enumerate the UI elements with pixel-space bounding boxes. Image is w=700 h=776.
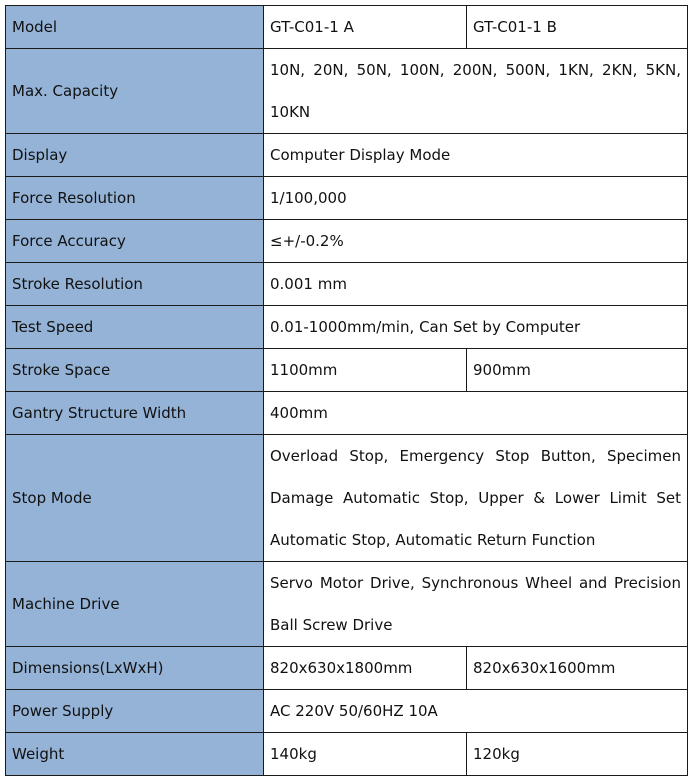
row-label-dimensions: Dimensions(LxWxH) [6,647,264,690]
row-label-test-speed: Test Speed [6,306,264,349]
dimensions-a-value: 820x630x1800mm [264,647,467,690]
row-label-machine-drive: Machine Drive [6,562,264,647]
model-a-value: GT-C01-1 A [264,6,467,49]
table-row [6,562,688,647]
row-label-stroke-resolution: Stroke Resolution [6,263,264,306]
row-label-stroke-space: Stroke Space [6,349,264,392]
power-supply-value: AC 220V 50/60HZ 10A [264,690,688,733]
table-row [6,733,688,776]
table-row [6,392,688,435]
stop-mode-value: Overload Stop, Emergency Stop Button, Specimen Damage Automatic Stop, Upper & Lower Limit Set Automatic Stop, Automatic Return Function [264,435,688,562]
gantry-width-value: 400mm [264,392,688,435]
row-label-stop-mode: Stop Mode [6,435,264,562]
table-row [6,647,688,690]
row-label-max-capacity: Max. Capacity [6,49,264,134]
model-b-value: GT-C01-1 B [467,6,688,49]
table-row [6,435,688,562]
row-label-weight: Weight [6,733,264,776]
row-label-force-resolution: Force Resolution [6,177,264,220]
table-row [6,177,688,220]
stroke-space-a-value: 1100mm [264,349,467,392]
row-label-power-supply: Power Supply [6,690,264,733]
table-row [6,134,688,177]
weight-a-value: 140kg [264,733,467,776]
stroke-resolution-value: 0.001 mm [264,263,688,306]
force-accuracy-value: ≤+/-0.2% [264,220,688,263]
row-label-display: Display [6,134,264,177]
row-label-gantry-width: Gantry Structure Width [6,392,264,435]
stroke-space-b-value: 900mm [467,349,688,392]
table-row [6,263,688,306]
table-row [6,306,688,349]
display-value: Computer Display Mode [264,134,688,177]
row-label-model: Model [6,6,264,49]
table-row [6,349,688,392]
test-speed-value: 0.01-1000mm/min, Can Set by Computer [264,306,688,349]
force-resolution-value: 1/100,000 [264,177,688,220]
row-label-force-accuracy: Force Accuracy [6,220,264,263]
table-row [6,49,688,134]
max-capacity-value: 10N, 20N, 50N, 100N, 200N, 500N, 1KN, 2KN, 5KN, 10KN [264,49,688,134]
spec-table [5,5,688,776]
table-row [6,690,688,733]
weight-b-value: 120kg [467,733,688,776]
dimensions-b-value: 820x630x1600mm [467,647,688,690]
table-row [6,220,688,263]
table-row [6,6,688,49]
machine-drive-value: Servo Motor Drive, Synchronous Wheel and Precision Ball Screw Drive [264,562,688,647]
